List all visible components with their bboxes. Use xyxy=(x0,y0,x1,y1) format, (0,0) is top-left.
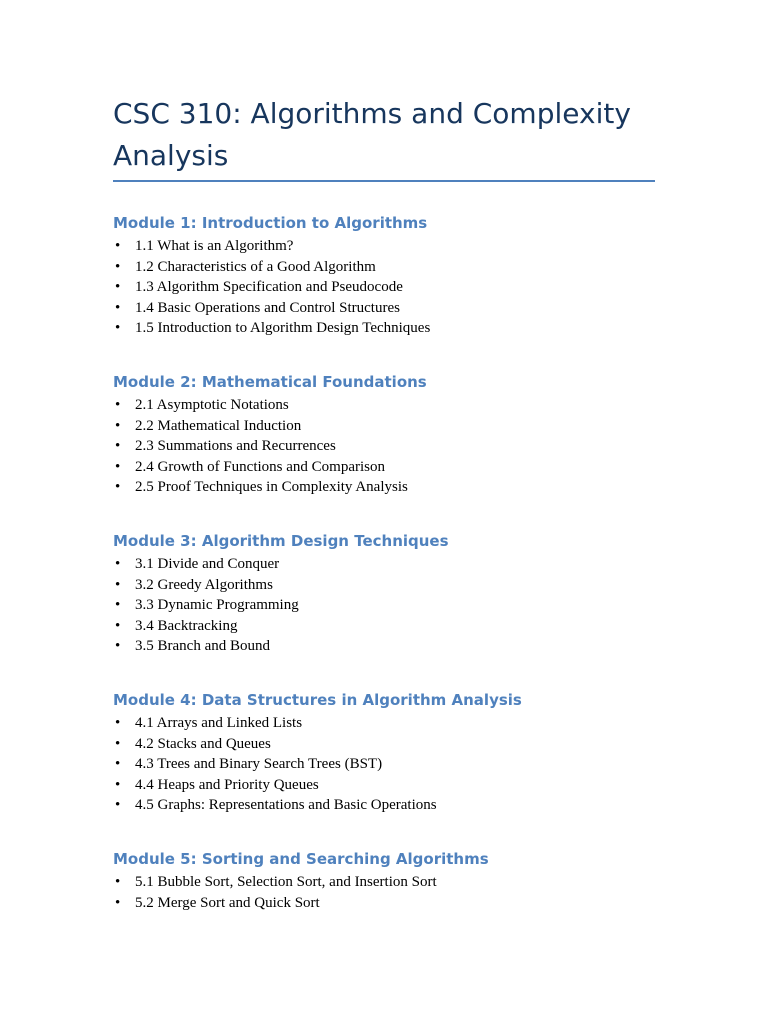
list-item: • 3.5 Branch and Bound xyxy=(113,636,673,657)
title-divider xyxy=(113,180,655,182)
module-topic-list xyxy=(113,554,673,657)
list-item: • 2.5 Proof Techniques in Complexity Analysis xyxy=(113,477,673,498)
module-heading: Module 5: Sorting and Searching Algorithms xyxy=(113,850,489,868)
bullet-icon: • xyxy=(115,238,121,254)
list-item: • 1.2 Characteristics of a Good Algorithm xyxy=(113,257,673,278)
module-heading: Module 2: Mathematical Foundations xyxy=(113,373,427,391)
list-item: • 2.1 Asymptotic Notations xyxy=(113,395,673,416)
list-item: • 2.4 Growth of Functions and Comparison xyxy=(113,457,673,478)
list-item: • 2.3 Summations and Recurrences xyxy=(113,436,673,457)
module-5 xyxy=(113,849,673,913)
list-item: • 4.2 Stacks and Queues xyxy=(113,734,673,755)
list-item: • 1.4 Basic Operations and Control Structures xyxy=(113,298,673,319)
bullet-icon: • xyxy=(115,715,121,731)
module-4 xyxy=(113,690,673,816)
bullet-icon: • xyxy=(115,874,121,890)
bullet-icon: • xyxy=(115,417,121,434)
module-heading: Module 4: Data Structures in Algorithm Analysis xyxy=(113,691,522,709)
list-item: • 3.3 Dynamic Programming xyxy=(113,595,673,616)
bullet-icon: • xyxy=(115,397,121,413)
bullet-icon: • xyxy=(115,597,121,613)
module-topic-list xyxy=(113,236,673,339)
bullet-icon: • xyxy=(115,258,121,275)
bullet-icon: • xyxy=(115,576,121,593)
module-2 xyxy=(113,372,673,498)
module-1 xyxy=(113,213,673,339)
module-heading: Module 3: Algorithm Design Techniques xyxy=(113,532,449,550)
bullet-icon: • xyxy=(115,776,121,793)
bullet-icon: • xyxy=(115,479,121,495)
list-item: • 4.4 Heaps and Priority Queues xyxy=(113,775,673,796)
module-topic-list xyxy=(113,872,673,913)
list-item: • 3.4 Backtracking xyxy=(113,616,673,637)
bullet-icon: • xyxy=(115,756,121,772)
bullet-icon: • xyxy=(115,279,121,295)
bullet-icon: • xyxy=(115,299,121,316)
bullet-icon: • xyxy=(115,458,121,475)
module-heading: Module 1: Introduction to Algorithms xyxy=(113,214,428,232)
list-item: • 5.1 Bubble Sort, Selection Sort, and Insertion Sort xyxy=(113,872,673,893)
list-item: • 1.3 Algorithm Specification and Pseudocode xyxy=(113,277,673,298)
list-item: • 5.2 Merge Sort and Quick Sort xyxy=(113,893,673,914)
list-item: • 1.1 What is an Algorithm? xyxy=(113,236,673,257)
list-item: • 2.2 Mathematical Induction xyxy=(113,416,673,437)
bullet-icon: • xyxy=(115,638,121,654)
bullet-icon: • xyxy=(115,556,121,572)
bullet-icon: • xyxy=(115,735,121,752)
list-item: • 3.1 Divide and Conquer xyxy=(113,554,673,575)
list-item: • 4.3 Trees and Binary Search Trees (BST) xyxy=(113,754,673,775)
bullet-icon: • xyxy=(115,320,121,336)
document-title: CSC 310: Algorithms and Complexity Analysis xyxy=(113,97,631,172)
list-item: • 4.1 Arrays and Linked Lists xyxy=(113,713,673,734)
bullet-icon: • xyxy=(115,617,121,634)
list-item: • 4.5 Graphs: Representations and Basic Operations xyxy=(113,795,673,816)
list-item: • 1.5 Introduction to Algorithm Design Techniques xyxy=(113,318,673,339)
module-3 xyxy=(113,531,673,657)
bullet-icon: • xyxy=(115,438,121,454)
bullet-icon: • xyxy=(115,894,121,911)
module-topic-list xyxy=(113,395,673,498)
list-item: • 3.2 Greedy Algorithms xyxy=(113,575,673,596)
bullet-icon: • xyxy=(115,797,121,813)
module-topic-list xyxy=(113,713,673,816)
